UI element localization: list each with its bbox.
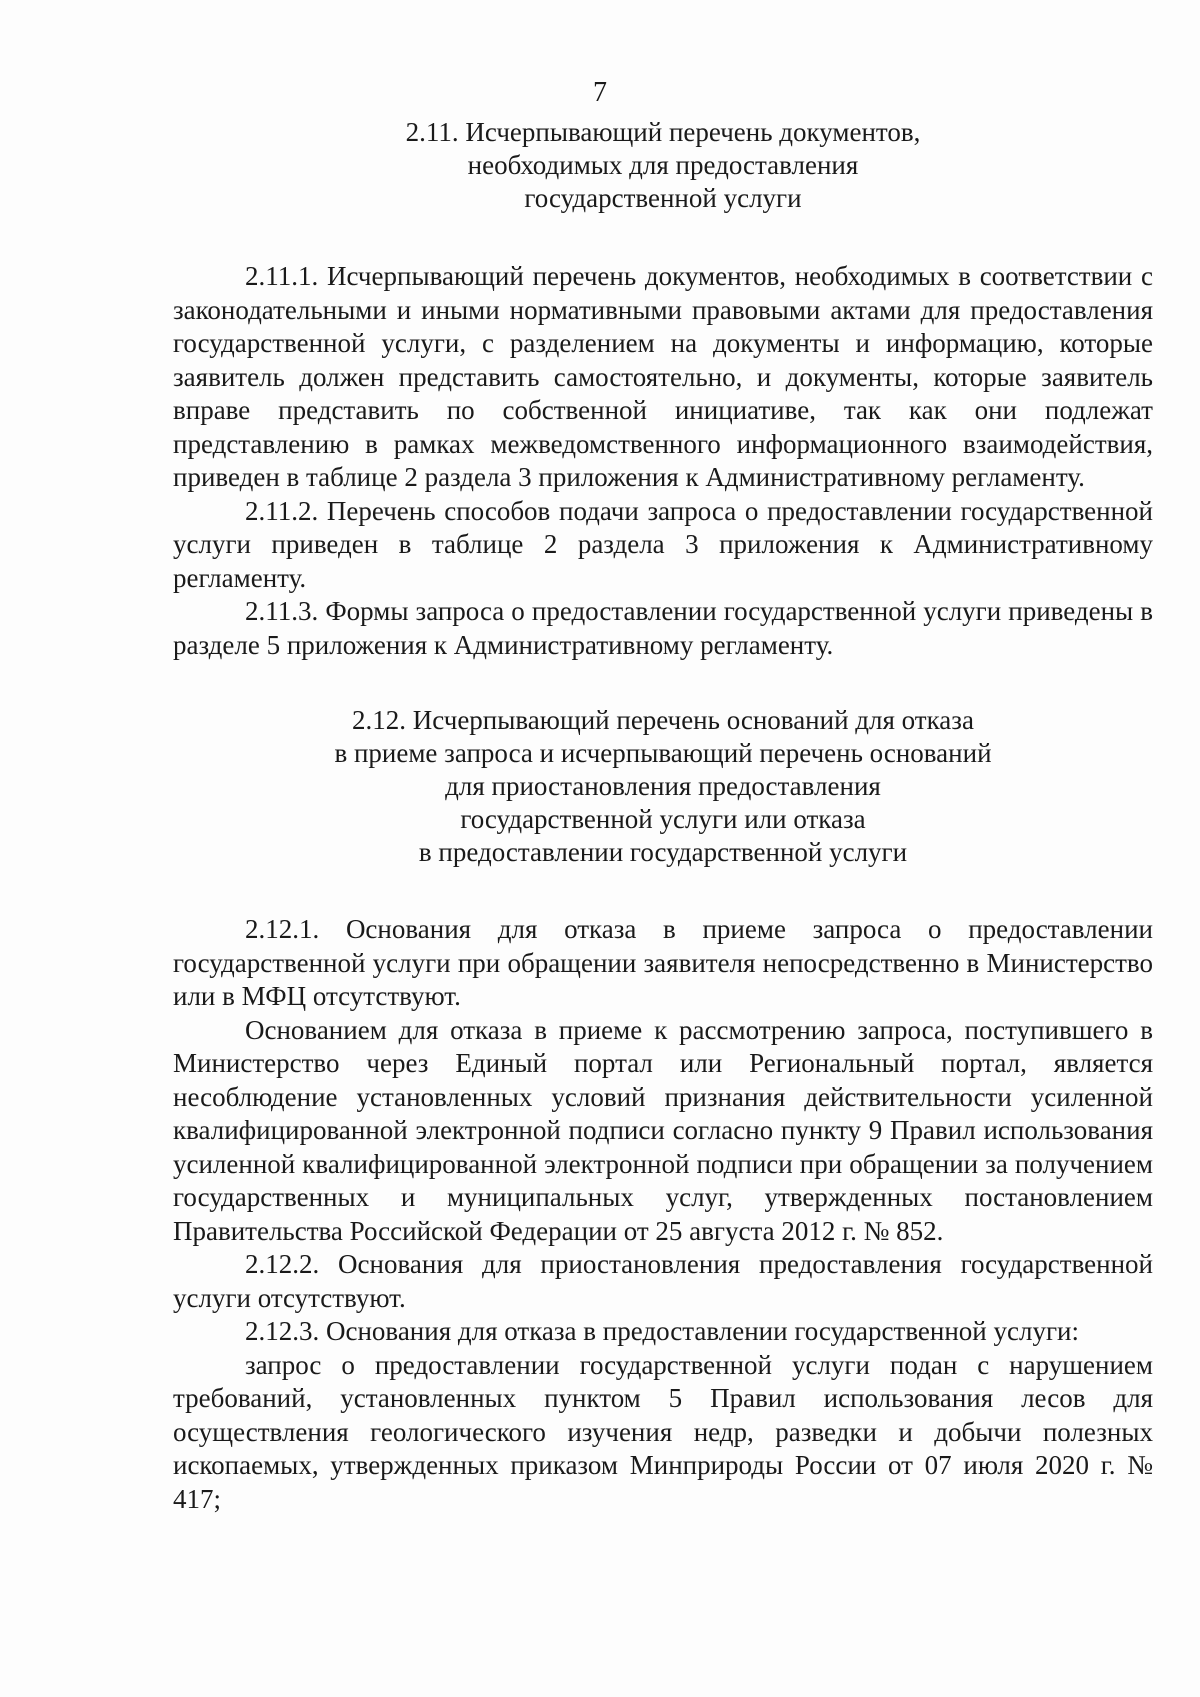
paragraph-2-12-3: 2.12.3. Основания для отказа в предоставлении государственной услуги:	[245, 1316, 1079, 1346]
section-2-11-heading	[173, 116, 1153, 215]
heading-line: 2.12. Исчерпывающий перечень оснований для отказа	[352, 705, 974, 735]
paragraph-2-12-1: 2.12.1. Основания для отказа в приеме запроса о предоставлении государственной услуги при обращении заявителя непосредственно в Министерство или в МФЦ отсутствуют.	[173, 914, 1153, 1011]
paragraph-2-12-1-portal: Основанием для отказа в приеме к рассмотрению запроса, поступившего в Министерство через Единый портал или Региональный портал, является несоблюдение установленных условий признания действительности усиленной квалифицированной электронной подписи согласно пункту 9 Правил использования усиленной квалифицированной электронной подписи при обращении за получением государственных и муниципальных услуг, утвержденных постановлением Правительства Российской Федерации от 25 августа 2012 г. № 852.	[173, 1014, 1153, 1246]
heading-line: для приостановления предоставления	[445, 771, 881, 801]
paragraph-2-12-3-item: запрос о предоставлении государственной услуги подан с нарушением требований, установленных пунктом 5 Правил использования лесов для осуществления геологического изучения недр, разведки и добычи полезных ископаемых, утвержденных приказом Минприроды России от 07 июля 2020 г. № 417;	[173, 1349, 1153, 1514]
section-2-12-heading	[173, 704, 1153, 869]
paragraph-2-11-1: 2.11.1. Исчерпывающий перечень документов, необходимых в соответствии с законодательными и иными нормативными правовыми актами для предоставления государственной услуги, с разделением на документы и информацию, которые заявитель должен представить самостоятельно, и документы, которые заявитель вправе представить по собственной инициативе, так как они подлежат представлению в рамках межведомственного информационного взаимодействия, приведен в таблице 2 раздела 3 приложения к Административному регламенту.	[173, 261, 1153, 492]
document-body	[173, 116, 1153, 1516]
heading-line: 2.11. Исчерпывающий перечень документов,	[405, 117, 921, 147]
paragraph-2-12-2: 2.12.2. Основания для приостановления предоставления государственной услуги отсутствуют.	[173, 1249, 1153, 1313]
heading-line: в предоставлении государственной услуги	[418, 837, 908, 867]
heading-line: государственной услуги или отказа	[460, 804, 866, 834]
heading-line: необходимых для предоставления	[467, 150, 859, 180]
paragraph-2-11-3: 2.11.3. Формы запроса о предоставлении государственной услуги приведены в разделе 5 приложения к Административному регламенту.	[173, 596, 1153, 660]
heading-line: государственной услуги	[524, 183, 802, 213]
page-number: 7	[593, 77, 607, 108]
heading-line: в приеме запроса и исчерпывающий перечень оснований	[334, 738, 992, 768]
paragraph-2-11-2: 2.11.2. Перечень способов подачи запроса о предоставлении государственной услуги приведен в таблице 2 раздела 3 приложения к Административному регламенту.	[173, 495, 1153, 593]
